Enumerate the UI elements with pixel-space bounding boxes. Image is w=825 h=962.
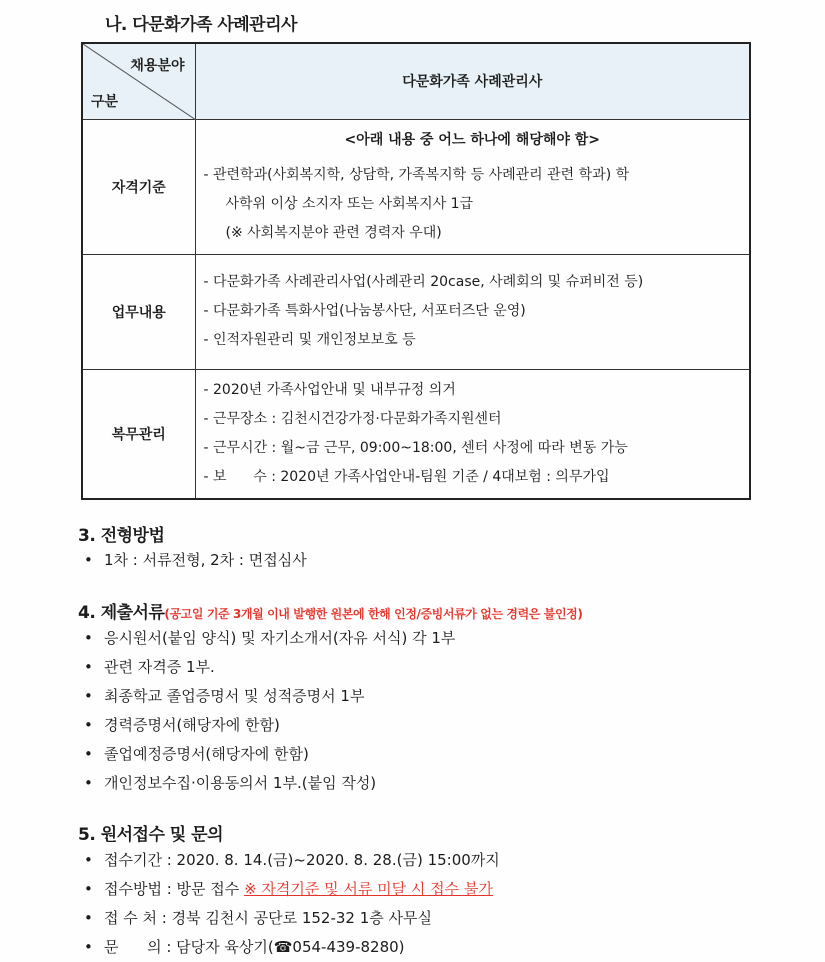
job-table (81, 42, 751, 500)
qualification-line: (※ 사회복지분야 관련 경력자 우대) (225, 224, 442, 241)
row-label-duties: 업무내용 (82, 254, 195, 369)
section-title-4: 4. 제출서류(공고일 기준 3개월 이내 발행한 원본에 한해 인정/증빙서류가 없는 경력은 불인정) (78, 603, 583, 623)
bullet: • (84, 909, 93, 927)
duty-line: - 다문화가족 특화사업(나눔봉사단, 서포터즈단 운영) (203, 303, 526, 319)
section-title-3: 3. 전형방법 (78, 526, 165, 546)
bullet: • (84, 880, 93, 898)
row-content-duties (195, 254, 750, 369)
bullet: • (84, 938, 93, 956)
service-line: - 2020년 가족사업안내 및 내부규정 의거 (203, 381, 456, 398)
list-item: • 경력증명서(해당자에 한함) (84, 711, 455, 740)
bullet: • (84, 629, 93, 647)
service-line: - 보 수 : 2020년 가족사업안내-팀원 기준 / 4대보험 : 의무가입 (203, 468, 610, 485)
list-item: • 관련 자격증 1부. (84, 653, 455, 682)
qualification-line: - 관련학과(사회복지학, 상담학, 가족복지학 등 사례관리 관련 학과) 학 (203, 166, 630, 183)
bullet: • (84, 745, 93, 763)
row-content-qualification (195, 119, 750, 254)
submission-warning: ※ 자격기준 및 서류 미달 시 접수 불가 (244, 880, 493, 898)
header-title: 다문화가족 사례관리사 (195, 43, 750, 119)
list-item: • 최종학교 졸업증명서 및 성적증명서 1부 (84, 682, 455, 711)
section-title-na: 나. 다문화가족 사례관리사 (105, 15, 297, 35)
row-content-service (195, 369, 750, 499)
diagonal-header-cell (82, 43, 195, 119)
bullet: • (84, 716, 93, 734)
list-item: • 접수방법 : 방문 접수 ※ 자격기준 및 서류 미달 시 접수 불가 (84, 875, 500, 904)
duty-line: - 인적자원관리 및 개인정보보호 등 (203, 332, 416, 348)
section4-list (84, 624, 455, 798)
bullet: • (84, 851, 93, 869)
bullet: • (84, 687, 93, 705)
header-field-label: 채용분야 (130, 58, 185, 74)
list-item: • 접수기간 : 2020. 8. 14.(금)~2020. 8. 28.(금) 15:00까지 (84, 846, 500, 875)
submission-note: (공고일 기준 3개월 이내 발행한 원본에 한해 인정/증빙서류가 없는 경력은 불인정) (164, 607, 583, 621)
bullet: • (84, 774, 93, 792)
list-item: • 응시원서(붙임 양식) 및 자기소개서(자유 서식) 각 1부 (84, 624, 455, 653)
service-line: - 근무시간 : 월~금 근무, 09:00~18:00, 센터 사정에 따라 변동 가능 (203, 439, 628, 456)
bullet: • (84, 551, 93, 569)
service-line: - 근무장소 : 김천시건강가정·다문화가족지원센터 (203, 410, 502, 427)
bullet: • (84, 658, 93, 676)
list-item: • 접 수 처 : 경북 김천시 공단로 152-32 1층 사무실 (84, 904, 500, 933)
list-item: • 1차 : 서류전형, 2차 : 면접심사 (84, 546, 307, 575)
section-title-5: 5. 원서접수 및 문의 (78, 825, 223, 845)
qualification-line: 사학위 이상 소지자 또는 사회복지사 1급 (225, 195, 474, 212)
duty-line: - 다문화가족 사례관리사업(사례관리 20case, 사례회의 및 슈퍼비전 등) (203, 274, 644, 290)
header-category-label: 구분 (91, 93, 119, 110)
section5-list (84, 846, 500, 962)
row-label-qualification: 자격기준 (82, 119, 195, 254)
list-item: • 졸업예정증명서(해당자에 한함) (84, 740, 455, 769)
qualification-heading: <아래 내용 중 어느 하나에 해당해야 함> (344, 131, 601, 148)
section3-list (84, 546, 307, 575)
list-item: • 개인정보수집·이용동의서 1부.(붙임 작성) (84, 769, 455, 798)
row-label-service: 복무관리 (82, 369, 195, 499)
list-item: • 문 의 : 담당자 육상기(☎054-439-8280) (84, 933, 500, 962)
